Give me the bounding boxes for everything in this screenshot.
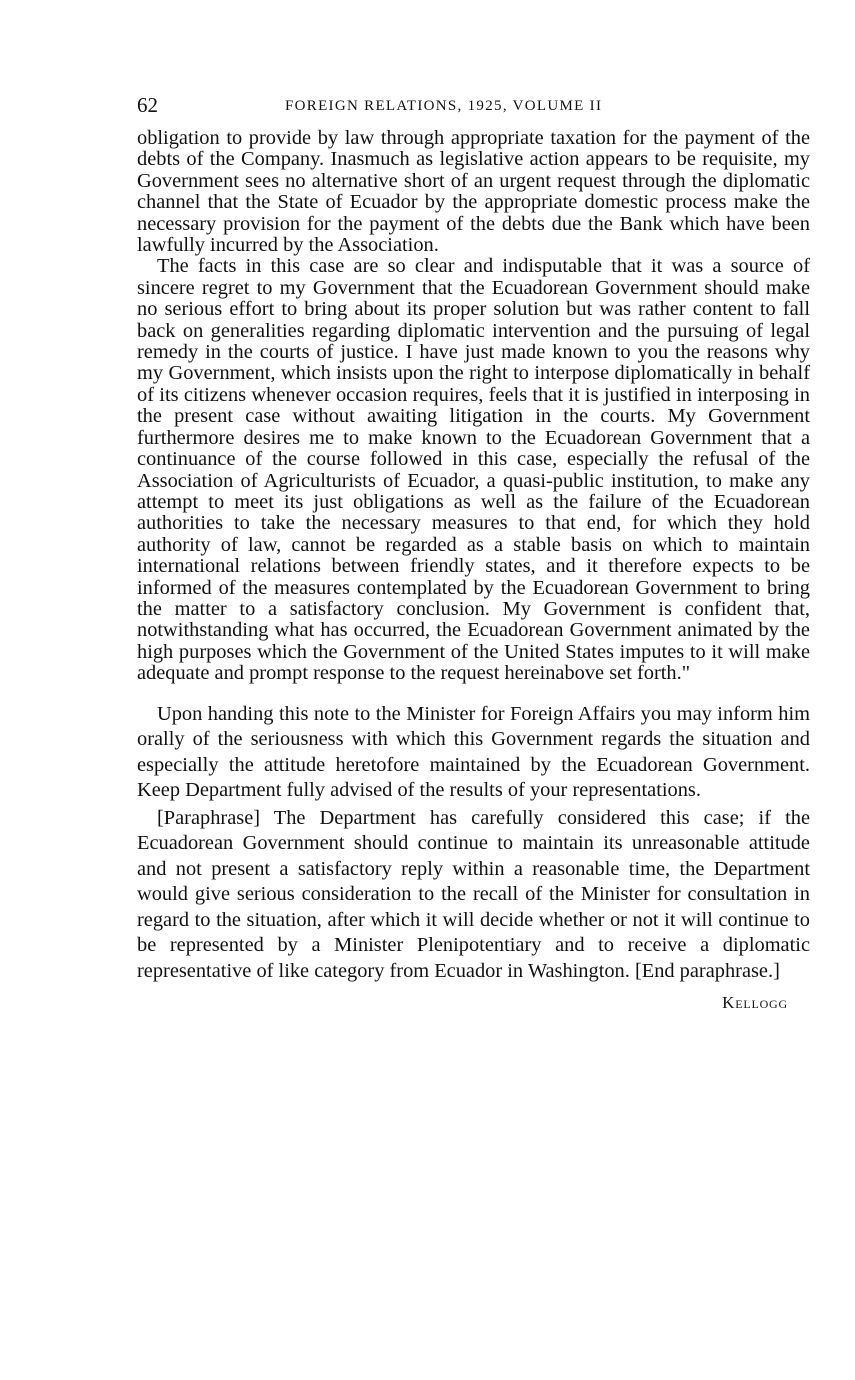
page-number: 62 bbox=[137, 93, 158, 117]
instructions-text bbox=[137, 702, 810, 985]
quoted-paragraph: obligation to provide by law through appropriate taxation for the payment of the debts of the Company. Inasmuch as legislative action appears to be requisite, my Government sees no alternative short of an urgent request through the diplomatic channel that the State of Ecuador by the appropriate domestic process make the necessary provision for the payment of the debts due the Bank which have been lawfully incurred by the Association. bbox=[137, 127, 810, 257]
document-page bbox=[137, 92, 810, 1016]
instruction-paragraph: Upon handing this note to the Minister for Foreign Affairs you may inform him orally of the seriousness with which this Government regards the situation and especially the attitude heretofore maintained by the Ecuadorean Government. Keep Department fully advised of the results of your representations. bbox=[137, 702, 810, 802]
paraphrase-paragraph: [Paraphrase] The Department has carefully considered this case; if the Ecuadorean Government should continue to maintain its unreasonable attitude and not present a satisfactory reply within a reasonable time, the Department would give serious consideration to the recall of the Minister for consultation in regard to the situation, after which it will decide whether or not it will continue to be represented by a Minister Plenipotentiary and to receive a diplomatic representative of like category from Ecuador in Washington. [End paraphrase.] bbox=[137, 806, 810, 982]
running-head-title: FOREIGN RELATIONS, 1925, VOLUME II bbox=[285, 98, 603, 114]
quoted-note bbox=[137, 128, 810, 685]
signature: Kellogg bbox=[722, 993, 788, 1013]
quoted-paragraph: The facts in this case are so clear and indisputable that it was a source of sincere regret to my Government that the Ecuadorean Government should make no serious effort to bring about its proper solution but was rather content to fall back on generalities regarding diplomatic intervention and the pursuing of legal remedy in the courts of justice. I have just made known to you the reasons why my Government, which insists upon the right to interpose diplomatically in behalf of its citizens whenever occasion requires, feels that it is justified in interposing in the present case without awaiting litigation in the courts. My Government furthermore desires me to make known to the Ecuadorean Government that a continuance of the course followed in this case, especially the refusal of the Association of Agriculturists of Ecuador, a quasi-public institution, to make any attempt to meet its just obligations as well as the failure of the Ecuadorean authorities to take the necessary measures to that end, for which they hold authority of law, cannot be regarded as a stable basis on which to maintain international relations between friendly states, and it therefore expects to be informed of the measures contemplated by the Ecuadorean Government to bring the matter to a satisfactory conclusion. My Government is confident that, notwithstanding what has occurred, the Ecuadorean Government animated by the high purposes which the Government of the United States imputes to it will make adequate and prompt response to the request hereinabove set forth." bbox=[137, 255, 810, 685]
running-head bbox=[137, 92, 810, 122]
